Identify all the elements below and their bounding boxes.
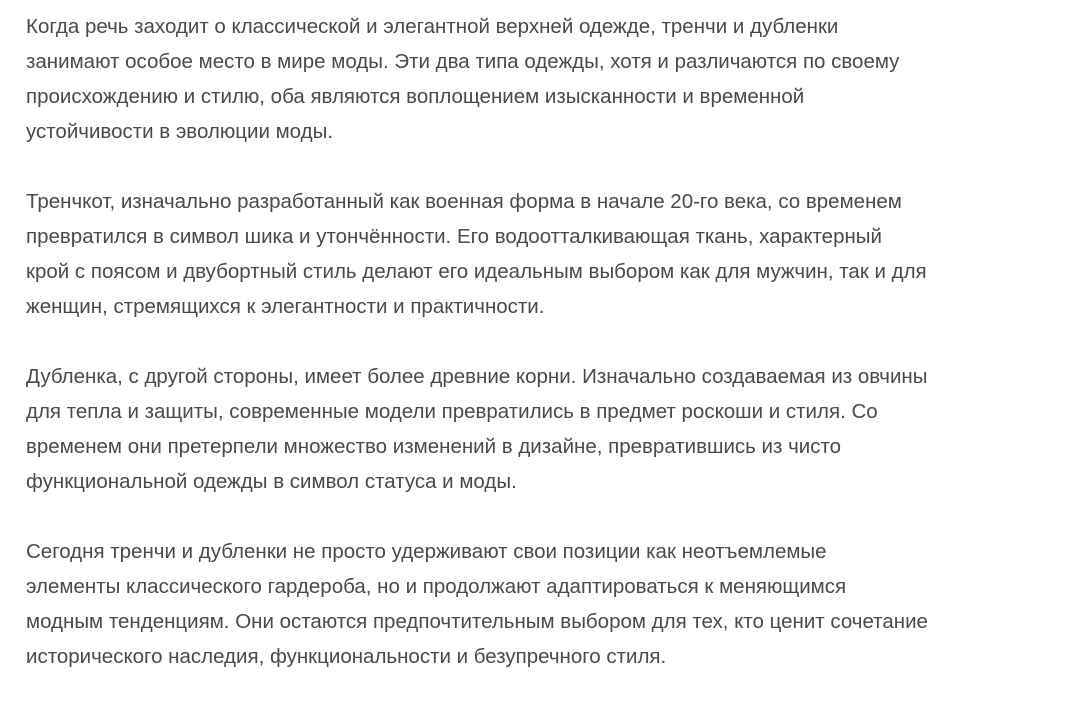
paragraph-trenchcoat xyxy=(26,184,1060,324)
paragraph-conclusion xyxy=(26,534,1060,674)
text-line: исторического наследия, функциональности и безупречного стиля. xyxy=(26,645,667,668)
text-line: элементы классического гардероба, но и продолжают адаптироваться к меняющимся xyxy=(26,575,847,598)
text-line: временем они претерпели множество изменений в дизайне, превратившись из чисто xyxy=(26,435,842,458)
text-line: Сегодня тренчи и дубленки не просто удерживают свои позиции как неотъемлемые xyxy=(26,540,827,563)
text-line: женщин, стремящихся к элегантности и практичности. xyxy=(26,295,545,318)
text-line: крой с поясом и двубортный стиль делают его идеальным выбором как для мужчин, так и для xyxy=(26,260,927,283)
paragraph-intro xyxy=(26,9,1060,149)
text-line: Тренчкот, изначально разработанный как военная форма в начале 20-го века, со временем xyxy=(26,190,902,213)
text-line: модным тенденциям. Они остаются предпочтительным выбором для тех, кто ценит сочетание xyxy=(26,610,928,633)
text-line: функциональной одежды в символ статуса и моды. xyxy=(26,470,517,493)
text-line: устойчивости в эволюции моды. xyxy=(26,120,334,143)
text-line: для тепла и защиты, современные модели превратились в предмет роскоши и стиля. Со xyxy=(26,400,878,423)
text-line: Дубленка, с другой стороны, имеет более древние корни. Изначально создаваемая из овчины xyxy=(26,365,928,388)
paragraph-sheepskin xyxy=(26,359,1060,499)
text-line: Когда речь заходит о классической и элегантной верхней одежде, тренчи и дубленки xyxy=(26,15,839,38)
text-line: занимают особое место в мире моды. Эти два типа одежды, хотя и различаются по своему xyxy=(26,50,900,73)
text-line: происхождению и стилю, оба являются воплощением изысканности и временной xyxy=(26,85,805,108)
text-line: превратился в символ шика и утончённости. Его водоотталкивающая ткань, характерный xyxy=(26,225,882,248)
